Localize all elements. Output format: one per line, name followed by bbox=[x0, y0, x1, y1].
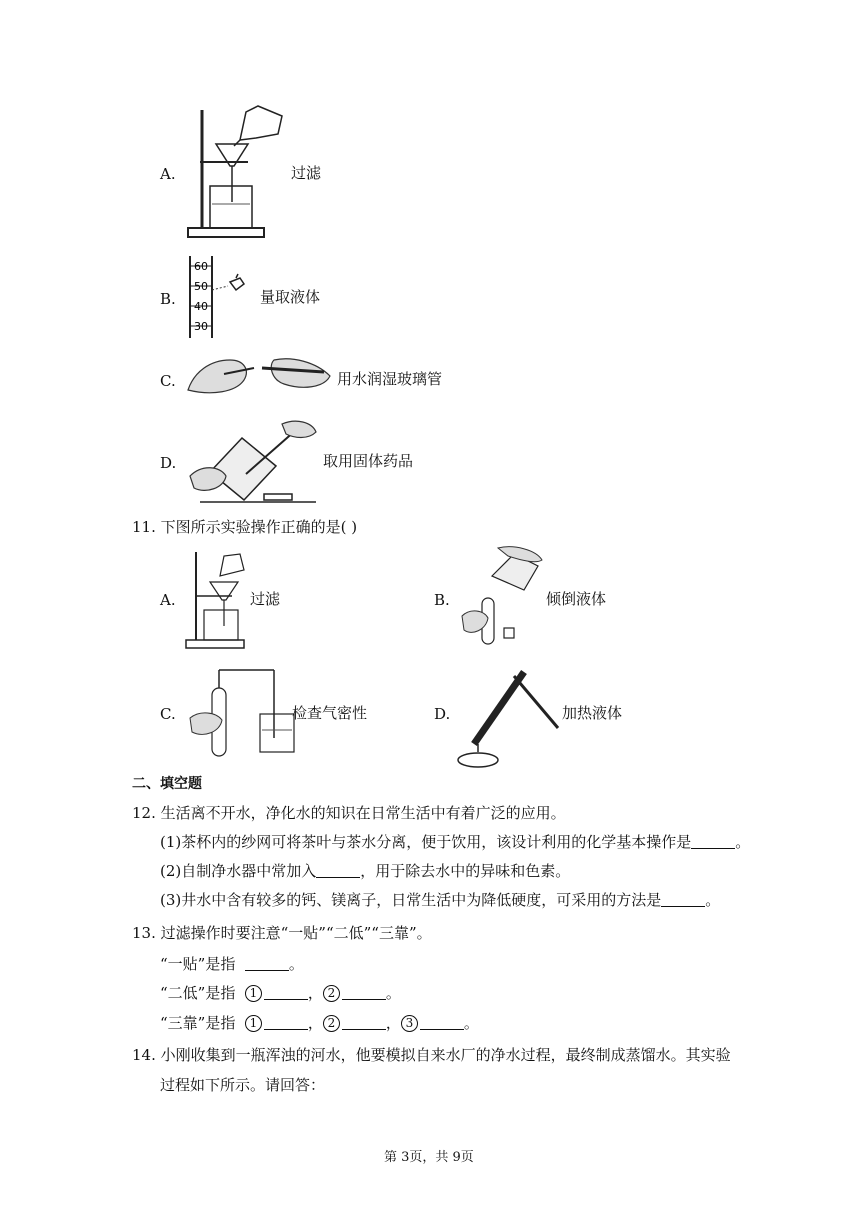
q13-line-3: “三靠”是指 1 ， 2 ， 3 。 bbox=[160, 1014, 479, 1032]
q11-option-d-label: 加热液体 bbox=[562, 704, 623, 722]
answer-blank[interactable] bbox=[264, 1014, 308, 1030]
glass-tube-hands-figure bbox=[184, 350, 334, 400]
q11-option-d-letter: D. bbox=[434, 705, 451, 723]
question-12-stem: 12. 生活离不开水，净化水的知识在日常生活中有着广泛的应用。 bbox=[132, 804, 566, 822]
answer-blank[interactable] bbox=[661, 891, 705, 907]
question-14-line-2: 过程如下所示。请回答： bbox=[160, 1076, 326, 1094]
answer-blank[interactable] bbox=[316, 862, 360, 878]
option-a-letter: A. bbox=[160, 165, 176, 183]
circled-number: 2 bbox=[323, 1015, 340, 1032]
answer-blank[interactable] bbox=[264, 984, 308, 1000]
answer-blank[interactable] bbox=[691, 833, 735, 849]
solid-reagent-figure bbox=[186, 416, 321, 508]
q11-option-b-letter: B. bbox=[434, 591, 450, 609]
filtration-apparatus-figure bbox=[186, 102, 291, 242]
cylinder-tick: 30 bbox=[194, 320, 208, 333]
option-d-label: 取用固体药品 bbox=[323, 452, 414, 470]
answer-blank[interactable] bbox=[420, 1014, 464, 1030]
q11-option-b-label: 倾倒液体 bbox=[546, 590, 607, 608]
graduated-cylinder-figure bbox=[184, 254, 256, 340]
q11-option-a-label: 过滤 bbox=[250, 590, 281, 608]
circled-number: 3 bbox=[401, 1015, 418, 1032]
circled-number: 1 bbox=[245, 1015, 262, 1032]
circled-number: 2 bbox=[323, 985, 340, 1002]
q13-line-1: “一贴”是指 。 bbox=[160, 955, 304, 973]
question-14-line-1: 14. 小刚收集到一瓶浑浊的河水，他要模拟自来水厂的净水过程，最终制成蒸馏水。其实验 bbox=[132, 1046, 731, 1064]
q11-option-c-letter: C. bbox=[160, 705, 176, 723]
option-b-label: 量取液体 bbox=[260, 288, 321, 306]
answer-blank[interactable] bbox=[342, 984, 386, 1000]
option-c-letter: C. bbox=[160, 372, 176, 390]
circled-number: 1 bbox=[245, 985, 262, 1002]
answer-blank[interactable] bbox=[245, 955, 289, 971]
option-d-letter: D. bbox=[160, 454, 177, 472]
option-c-label: 用水润湿玻璃管 bbox=[337, 370, 443, 388]
question-11-stem: 11. 下图所示实验操作正确的是( ) bbox=[132, 518, 358, 536]
page-number: 第 3页，共 9页 bbox=[384, 1150, 474, 1165]
heating-liquid-figure bbox=[454, 664, 564, 770]
cylinder-tick: 50 bbox=[194, 280, 208, 293]
q11-option-c-label: 检查气密性 bbox=[292, 704, 368, 722]
option-a-label: 过滤 bbox=[291, 164, 322, 182]
q12-part-2: (2)自制净水器中常加入 ，用于除去水中的异味和色素。 bbox=[160, 862, 571, 880]
airtightness-check-figure bbox=[184, 664, 299, 760]
q12-part-1: (1)茶杯内的纱网可将茶叶与茶水分离，便于饮用，该设计利用的化学基本操作是 。 bbox=[160, 833, 751, 851]
cylinder-tick: 40 bbox=[194, 300, 208, 313]
q11-option-a-letter: A. bbox=[160, 591, 176, 609]
option-b-letter: B. bbox=[160, 290, 176, 308]
cylinder-tick: 60 bbox=[194, 260, 208, 273]
pouring-liquid-figure bbox=[458, 546, 546, 652]
answer-blank[interactable] bbox=[342, 1014, 386, 1030]
q12-part-3: (3)井水中含有较多的钙、镁离子，日常生活中为降低硬度，可采用的方法是 。 bbox=[160, 891, 721, 909]
section-title: 二、填空题 bbox=[132, 776, 202, 792]
q13-line-2: “二低”是指 1 ， 2 。 bbox=[160, 984, 401, 1002]
filtration-figure-q11 bbox=[184, 548, 254, 652]
question-13-stem: 13. 过滤操作时要注意“一贴”“二低”“三靠”。 bbox=[132, 924, 432, 942]
